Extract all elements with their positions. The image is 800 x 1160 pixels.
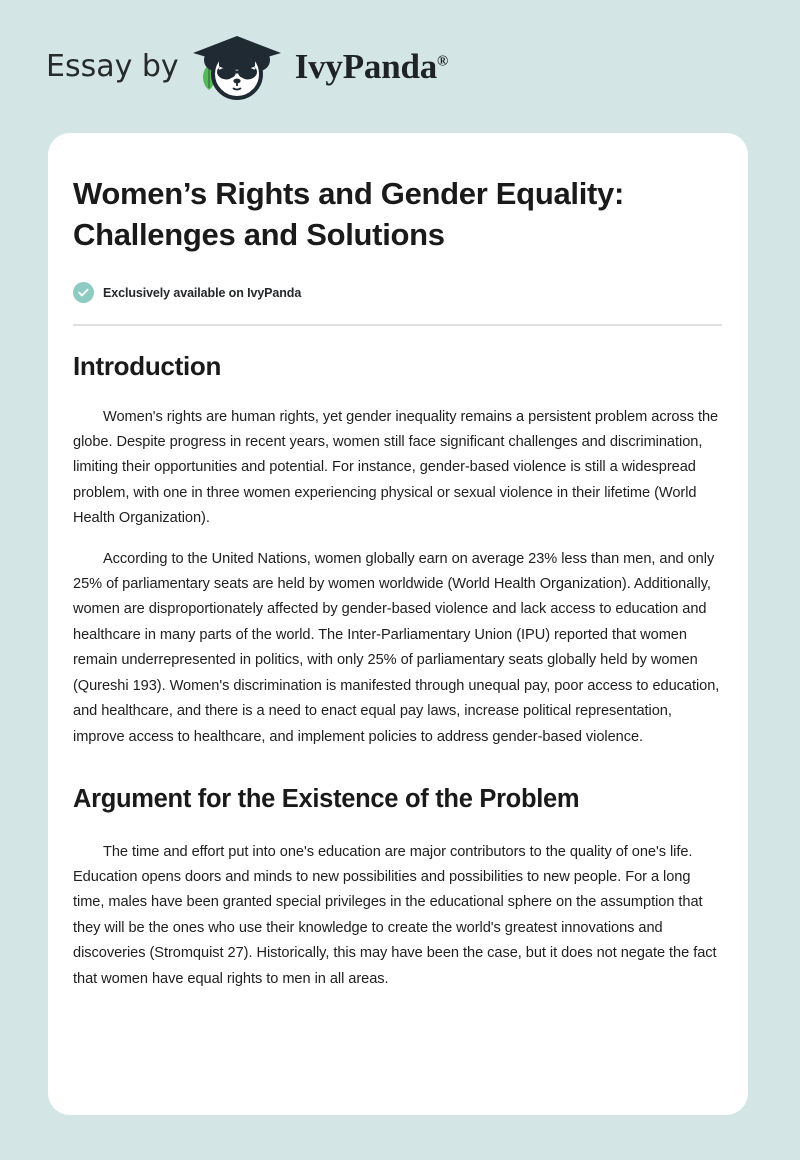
panda-graduation-cap-logo-icon <box>189 32 285 102</box>
paragraph: According to the United Nations, women globally earn on average 23% less than men, and only 25% of parliamentary seats are held by women worldwide (World Health Organization). Additionally, women are disproportionately affected by gender-based violence and lack access to education and healthcare in many parts of the world. The Inter-Parliamentary Union (IPU) reported that women remain underrepresented in politics, with only 25% of parliamentary seats globally held by women (Qureshi 193). Women's discrimination is manifested through unequal pay, poor access to education, and healthcare, and there is a need to enact equal pay laws, increase political representation, improve access to healthcare, and implement policies to address gender-based violence. <box>73 550 720 745</box>
essay-card <box>48 133 748 1115</box>
header-divider <box>73 324 722 326</box>
check-circle-icon <box>73 282 94 303</box>
availability-badge <box>73 282 721 303</box>
essay-by-label: Essay by <box>46 48 179 84</box>
section-heading-introduction: Introduction <box>73 351 222 382</box>
paragraph: Women's rights are human rights, yet gender inequality remains a persistent problem across the globe. Despite progress in recent years, women still face significant challenges and discrimination, limiting their opportunities and potential. For instance, gender-based violence is still a widespread problem, with one in three women experiencing physical or sexual violence in their lifetime (World Health Organization). <box>73 408 719 527</box>
brand-name: IvyPanda® <box>294 47 449 86</box>
registered-trademark-icon: ® <box>437 53 449 70</box>
brand-lockup[interactable] <box>46 32 448 102</box>
section-heading-argument: Argument for the Existence of the Problem <box>73 784 580 813</box>
availability-badge-label: Exclusively available on IvyPanda <box>103 285 302 300</box>
paragraph: The time and effort put into one's education are major contributors to the quality of one's life. Education opens doors and minds to new possibilities and possibilities to new people. For a long time, males have been granted special privileges in the educational sphere on the assumption that they will be the ones who use their knowledge to create the world's greatest innovations and discoveries (Stromquist 27). Historically, this may have been the case, but it does not negate the fact that women have equal rights to men in all areas. <box>73 843 717 987</box>
page-title: Women’s Rights and Gender Equality: Challenges and Solutions <box>73 176 625 253</box>
page-header <box>0 0 800 133</box>
